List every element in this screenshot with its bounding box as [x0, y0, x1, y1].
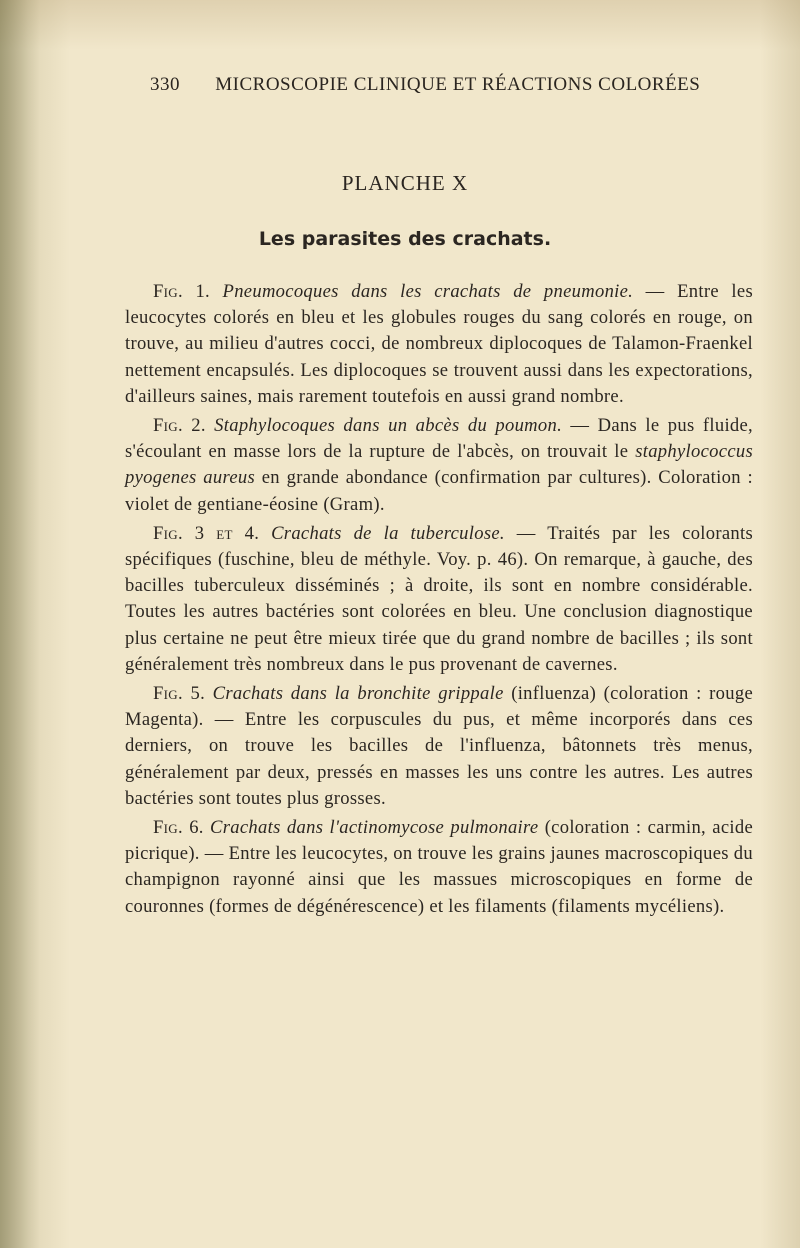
figure-5-text: (influenza) (coloration : rouge Magenta). — Entre les corpuscules du pus, et même incorporés dans ces derniers, on trouve les bacilles de l'influenza, bâtonnets très menus, généralement par deux, pressés en masses les uns contre les autres. Les autres bactéries sont toutes plus grosses. — [125, 683, 754, 809]
figure-descriptions — [125, 279, 753, 923]
figure-1-text: — Entre les leucocytes colorés en bleu et les globules rouges du sang colorés en rouge, on trouve, au milieu d'autres cocci, de nombreux diplocoques de Talamon-Fraenkel nettement encapsulés. Les diplocoques se trouvent aussi dans les expectorations, d'ailleurs saines, mais rarement toutefois en aussi grand nombre. — [125, 281, 753, 407]
page-number: 330 — [150, 74, 180, 95]
figure-2-label: Fig. 2. — [153, 415, 206, 437]
figure-5-paragraph — [125, 681, 753, 812]
figure-1-title: Pneumocoques dans les crachats de pneumonie. — [222, 281, 634, 302]
figure-2-species: staphylococcus pyogenes aureus — [125, 441, 753, 489]
figure-2-paragraph — [125, 413, 753, 518]
figure-3-4-title: Crachats de la tuberculose. — [271, 522, 505, 544]
figure-5-label: Fig. 5. — [153, 683, 206, 705]
figure-3-4-label: Fig. 3 et 4. — [153, 522, 260, 544]
running-title: MICROSCOPIE CLINIQUE ET RÉACTIONS COLORÉES — [215, 74, 701, 95]
figure-5-title: Crachats dans la bronchite grippale — [212, 683, 504, 705]
running-header — [150, 74, 701, 96]
figure-3-4-paragraph — [125, 521, 753, 678]
figure-2-title: Staphylocoques dans un abcès du poumon. — [214, 415, 563, 437]
figure-2-text-after: en grande abondance (confirmation par cultures). Coloration : violet de gentiane-éosine (Gram). — [125, 467, 753, 515]
figure-2-text-before: — Dans le pus fluide, s'écoulant en masse lors de la rupture de l'abcès, on trouvait le — [125, 415, 754, 463]
figure-6-text: (coloration : carmin, acide picrique). — Entre les leucocytes, on trouve les grains jaunes macroscopiques du champignon rayonné ainsi que les massues microscopiques en forme de couronnes (formes de dégénérescence) et les filaments (filaments mycéliens). — [125, 817, 753, 917]
section-title: Les parasites des crachats. — [258, 228, 552, 250]
figure-6-paragraph — [125, 815, 753, 920]
figure-1-label: Fig. 1. — [153, 281, 210, 302]
plate-title: PLANCHE X — [341, 171, 469, 195]
figure-6-title: Crachats dans l'actinomycose pulmonaire — [210, 817, 539, 839]
figure-6-label: Fig. 6. — [153, 817, 204, 839]
figure-1-paragraph — [125, 279, 753, 410]
figure-3-4-text: — Traités par les colorants spécifiques (fuschine, bleu de méthyle. Voy. p. 46). On remarque, à gauche, des bacilles tuberculeux disséminés ; à droite, ils sont en nombre considérable. Toutes les autres bactéries sont colorées en bleu. Une conclusion diagnostique plus certaine ne peut être mieux tirée que du grand nombre de bacilles ; ils sont généralement très nombreux dans le pus provenant de cavernes. — [125, 522, 753, 675]
